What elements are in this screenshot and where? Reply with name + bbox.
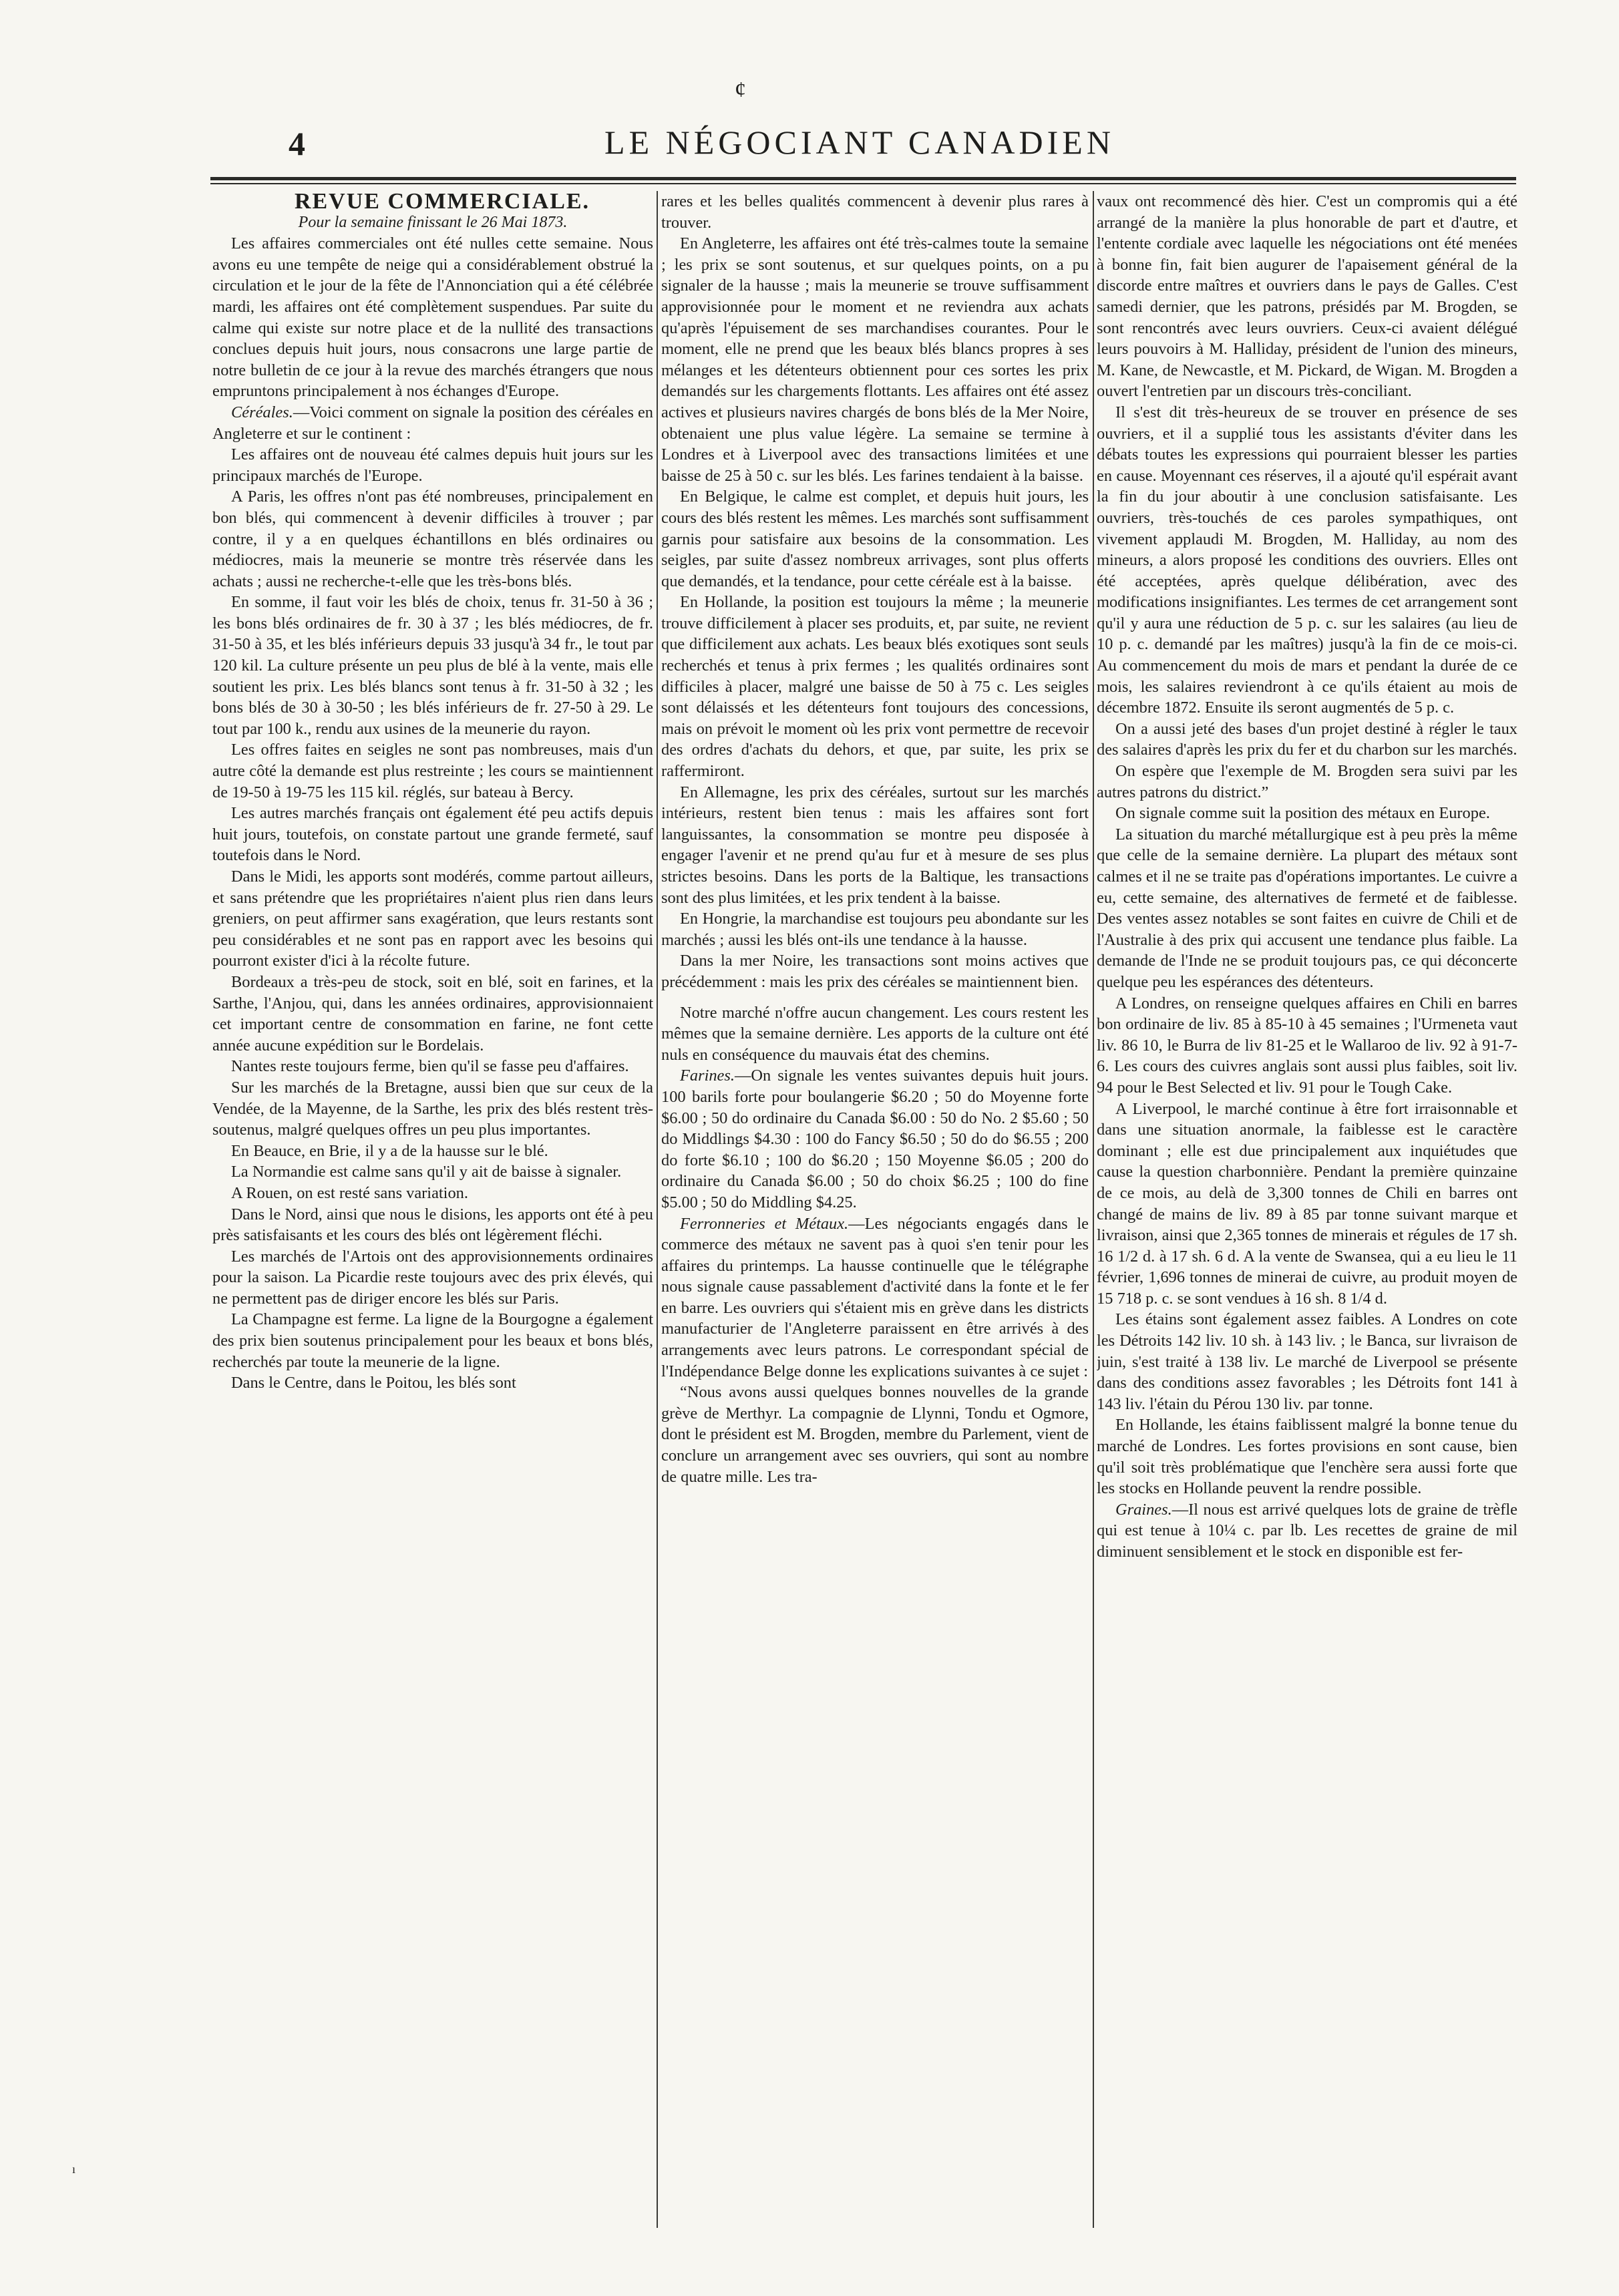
paragraph: Notre marché n'offre aucun changement. Les cours restent les mêmes que la semaine dernière. Les apports de la culture ont été nuls en conséquence du mauvais état des chemins. [661, 1003, 1089, 1064]
column-divider [657, 191, 658, 2228]
paragraph: En Hollande, la position est toujours la même ; la meunerie trouve difficilement à placer ses produits, et, par suite, ne revient que difficilement aux achats. Les beaux blés exotiques sont seuls recherchés et tenus à prix fermes ; les qualités ordinaires sont difficiles à placer, malgré une baisse de 50 à 75 c. Les seigles sont délaissés et les détenteurs font toujours des concessions, mais on prévoit le moment où les prix vont permettre de recevoir des ordres d'achats du dehors, et que, par suite, les prix se raffermiront. [661, 593, 1089, 781]
header-rule [210, 177, 1516, 180]
paragraph: Les affaires commerciales ont été nulles cette semaine. Nous avons eu une tempête de neige qui a considérablement obstrué la circulation et le jour de la fête de l'Annonciation qui a été célébrée mardi, les affaires ont été complètement suspendues. Par suite du calme qui existe sur notre place et de la nullité des transactions conclues depuis huit jours, nous consacrons une large partie de notre bulletin de ce jour à la revue des marchés étrangers que nous empruntons principalement à nos échanges d'Europe. [212, 234, 653, 401]
paragraph: “Nous avons aussi quelques bonnes nouvelles de la grande grève de Merthyr. La compagnie de Llynni, Tondu et Ogmore, dont le président est M. Brogden, membre du Parlement, vient de conclure un arrangement avec ses ouvriers, qui sont au nombre de quatre mille. Les tra- [661, 1383, 1089, 1486]
paragraph: A Londres, on renseigne quelques affaires en Chili en barres bon ordinaire de liv. 85 à 85-10 à 45 semaines ; l'Urmeneta vaut liv. 86 10, le Burra de liv 81-25 et le Wallaroo de liv. 92 à 91-7-6. Les cours des cuivres anglais sont aussi plus faibles, soit liv. 94 pour le Best Selected et liv. 91 pour le Tough Cake. [1097, 994, 1517, 1097]
paragraph: Ferronneries et Métaux.—Les négociants engagés dans le commerce des métaux ne savent pas à quoi s'en tenir pour les affaires du printemps. La hausse continuelle que le télégraphe nous signale cause passablement d'activité dans la fonte et le fer en barre. Les ouvriers qui s'étaient mis en grève dans les districts manufacturier de l'Angleterre paraissent en être arrivés à des arrangements avec leurs patrons. Le correspondant spécial de l'Indépendance Belge donne les explications suivantes à ce sujet : [661, 1214, 1089, 1380]
paragraph: En Hongrie, la marchandise est toujours peu abondante sur les marchés ; aussi les blés ont-ils une tendance à la hausse. [661, 910, 1089, 949]
column-3 [1097, 191, 1517, 2235]
column-divider [1093, 191, 1094, 2228]
header-ornament: ¢ [735, 77, 746, 102]
newspaper-title: LE NÉGOCIANT CANADIEN [604, 124, 1115, 161]
paragraph: On a aussi jeté des bases d'un projet destiné à régler le taux des salaires d'après les prix du fer et du charbon sur les marchés. [1097, 719, 1517, 759]
section-title: REVUE COMMERCIALE. [294, 191, 590, 214]
margin-mark: ı [72, 2162, 76, 2176]
column-1 [212, 191, 653, 2235]
paragraph: En Belgique, le calme est complet, et depuis huit jours, les cours des blés restent les mêmes. Les marchés sont suffisamment garnis pour satisfaire aux besoins de la consommation. Les seigles, par suite d'assez nombreux arrivages, sont plus offerts que demandés, et la tendance, pour cette céréale est à la baisse. [661, 488, 1089, 590]
paragraph: Dans le Centre, dans le Poitou, les blés sont [231, 1374, 516, 1392]
paragraph: A Liverpool, le marché continue à être fort irraisonnable et dans une situation anormale, la faiblesse est le caractère dominant ; elle est due principalement aux inquiétudes que cause la question charbonnière. Pendant la première quinzaine de ce mois, au delà de 3,300 tonnes de Chili en barres ont changé de mains de liv. 89 à 85 par tonne suivant marque et livraison, ainsi que 2,365 tonnes de minerais et régules de 17 sh. 16 1/2 d. à 17 sh. 6 d. A la vente de Swansea, qui a eu lieu le 11 février, 1,696 tonnes de minerai de cuivre, au produit moyen de 15 718 p. c. se sont vendues à 16 sh. 8 1/4 d. [1097, 1099, 1517, 1308]
subsection-label: Graines. [1115, 1500, 1172, 1519]
paragraph: Sur les marchés de la Bretagne, aussi bien que sur ceux de la Vendée, de la Mayenne, de la Sarthe, les prix des blés restent très-soutenus, malgré quelques offres un peu plus importantes. [212, 1078, 653, 1139]
header-rule-thin [210, 183, 1516, 184]
paragraph: La Champagne est ferme. La ligne de la Bourgogne a également des prix bien soutenus principalement pour les beaux et bons blés, recherchés par toute la meunerie de la ligne. [212, 1310, 653, 1371]
subsection-label: Ferronneries et Métaux. [680, 1214, 849, 1233]
paragraph: Dans le Nord, ainsi que nous le disions, les apports ont été à peu près satisfaisants et les cours des blés ont légèrement fléchi. [212, 1205, 653, 1245]
subsection-label: Farines. [680, 1067, 735, 1085]
paragraph: Les étains sont également assez faibles. A Londres on cote les Détroits 142 liv. 10 sh. à 143 liv. ; le Banca, sur livraison de juin, s'est traité à 138 liv. Le marché de Liverpool se présente dans des conditions assez favorables ; les Détroits font 141 à 143 liv. l'étain du Pérou 130 liv. par tonne. [1097, 1310, 1517, 1413]
paragraph: Les affaires ont de nouveau été calmes depuis huit jours sur les principaux marchés de l'Europe. [212, 445, 653, 485]
paragraph: En Allemagne, les prix des céréales, surtout sur les marchés intérieurs, restent bien tenus : mais les affaires sont fort languissantes, la consommation se montre peu disposée à engager l'avenir et ne prend qu'au fur et à mesure de ses plus strictes besoins. Dans les ports de la Baltique, les transactions sont des plus limitées, et les prix tendent à la baisse. [661, 783, 1089, 907]
paragraph: Farines.—On signale les ventes suivantes depuis huit jours. 100 barils forte pour boulangerie $6.20 ; 50 do Moyenne forte $6.00 ; 50 do ordinaire du Canada $6.00 : 50 do No. 2 $5.60 ; 50 do Middlings $4.30 : 100 do Fancy $6.50 ; 50 do do $6.55 ; 200 do forte $6.10 ; 100 do $6.20 ; 150 Moyenne $6.05 ; 200 do ordinaire du Canada $6.00 ; 50 do choix $6.25 ; 100 do fine $5.00 ; 50 do Middling $4.25. [661, 1067, 1089, 1211]
paragraph: Les marchés de l'Artois ont des approvisionnements ordinaires pour la saison. La Picardie reste toujours avec des prix élevés, qui ne permettent pas de diriger encore les blés sur Paris. [212, 1247, 653, 1308]
paragraph: Bordeaux a très-peu de stock, soit en blé, soit en farines, et la Sarthe, l'Anjou, qui, dans les années ordinaires, approvisionnaient cet important centre de consommation en farine, ne font cette année aucune expédition sur le Bordelais. [212, 972, 653, 1055]
page-number: 4 [289, 125, 305, 162]
paragraph: En Hollande, les étains faiblissent malgré la bonne tenue du marché de Londres. Les fortes provisions en sont cause, bien qu'il soit très problématique que l'enchère sera aussi forte que les stocks en Hollande peuvent la rendre possible. [1097, 1416, 1517, 1498]
subsection-label: Céréales. [231, 403, 293, 421]
section-dateline: Pour la semaine finissant le 26 Mai 1873. [298, 213, 568, 231]
paragraph: En Angleterre, les affaires ont été très-calmes toute la semaine ; les prix se sont soutenus, et sur quelques points, on a pu signaler de la hausse ; mais la meunerie se trouve suffisamment approvisionnée pour le moment et ne reviendra aux achats qu'après l'épuisement de ses marchandises courantes. Pour le moment, elle ne prend que les beaux blés blancs propres à ses mélanges et les détenteurs obtiennent pour ces sortes les prix demandés sur les chargements flottants. Les affaires ont été assez actives et plusieurs navires chargés de bons blés de la Mer Noire, obtenaient une plus value légère. La semaine se termine à Londres et à Liverpool avec des transactions limitées et une baisse de 25 à 50 c. sur les blés. Les farines tendaient à la baisse. [661, 234, 1089, 485]
paragraph: On espère que l'exemple de M. Brogden sera suivi par les autres patrons du district.” [1097, 762, 1517, 801]
paragraph: Dans la mer Noire, les transactions sont moins actives que précédemment : mais les prix des céréales se maintiennent bien. [661, 952, 1089, 991]
paragraph: rares et les belles qualités commencent à devenir plus rares à trouver. [661, 192, 1089, 232]
paragraph: Nantes reste toujours ferme, bien qu'il se fasse peu d'affaires. [231, 1057, 629, 1076]
paragraph: Graines.—Il nous est arrivé quelques lots de graine de trèfle qui est tenue à 10¼ c. par lb. Les recettes de graine de mil diminuent sensiblement et le stock en disponible est fer- [1097, 1500, 1517, 1561]
paragraph: vaux ont recommencé dès hier. C'est un compromis qui a été arrangé de la manière la plus honorable de part et d'autre, et l'entente cordiale avec laquelle les négociations ont été menées à bonne fin, fait bien augurer de l'apaisement général de la discorde entre maîtres et ouvriers dans le pays de Galles. C'est samedi dernier, que les patrons, présidés par M. Brogden, se sont rencontrés avec leurs ouvriers. Ceux-ci avaient délégué leurs pouvoirs à M. Halliday, président de l'union des mineurs, M. Kane, de Newcastle, et M. Pickard, de Wigan. M. Brogden a ouvert l'entretien par un discours très-conciliant. [1097, 192, 1517, 401]
paragraph: A Rouen, on est resté sans variation. [231, 1183, 468, 1202]
paragraph: Les offres faites en seigles ne sont pas nombreuses, mais d'un autre côté la demande est plus restreinte ; les cours se maintiennent de 19-50 à 19-75 les 115 kil. réglés, sur bateau à Bercy. [212, 741, 653, 801]
paragraph: Les autres marchés français ont également été peu actifs depuis huit jours, toutefois, on constate partout une grande fermeté, sauf toutefois dans le Nord. [212, 804, 653, 865]
column-2 [661, 191, 1089, 2235]
paragraph: A Paris, les offres n'ont pas été nombreuses, principalement en bon blés, qui commencent à devenir difficiles à trouver ; par contre, il y a en quelques échantillons en blés ordinaires ou médiocres, mais la meunerie se montre très réservée dans les achats ; aussi ne recherche-t-elle que les très-bons blés. [212, 488, 653, 590]
paragraph: En somme, il faut voir les blés de choix, tenus fr. 31-50 à 36 ; les bons blés ordinaires de fr. 30 à 37 ; les blés médiocres, de fr. 31-50 à 35, et les blés inférieurs depuis 33 jusqu'à 34 fr., le tout par 120 kil. La culture présente un peu plus de blé à la vente, mais elle soutient les prix. Les blés blancs sont tenus à fr. 31-50 à 32 ; les bons blés de 30 à 30-50 ; les blés inférieurs de fr. 27-50 à 29. Le tout par 100 k., rendu aux usines de la meunerie du rayon. [212, 593, 653, 738]
page-header [0, 0, 1619, 184]
paragraph: La situation du marché métallurgique est à peu près la même que celle de la semaine dernière. La plupart des métaux sont calmes et il ne se traite pas d'opérations importantes. Le cuivre a eu, cette semaine, des alternatives de fermeté et de faiblesse. Des ventes assez notables se sont faites en cuivre de Chili et de l'Australie à des prix qui accusent une tendance plus faible. La demande de l'Inde ne se produit toujours pas, ce qui déconcerte quelque peu les espérances des détenteurs. [1097, 825, 1517, 991]
paragraph: Dans le Midi, les apports sont modérés, comme partout ailleurs, et sans prétendre que les propriétaires n'aient plus rien dans leurs greniers, on peut affirmer sans exagération, que leurs restants sont peu considérables et ne sont pas en rapport avec les besoins qui pourront exister d'ici à la récolte future. [212, 868, 653, 970]
paragraph: La Normandie est calme sans qu'il y ait de baisse à signaler. [231, 1163, 622, 1181]
paragraph: On signale comme suit la position des métaux en Europe. [1115, 804, 1490, 823]
paragraph: En Beauce, en Brie, il y a de la hausse sur le blé. [231, 1141, 548, 1160]
paragraph: Il s'est dit très-heureux de se trouver en présence de ses ouvriers, et il a supplié tous les assistants d'éviter dans les débats toutes les expressions qui pourraient blesser les parties en cause. Moyennant ces réserves, il a ajouté qu'il espérait avant la fin du jour aboutir à une conclusion satisfaisante. Les ouvriers, très-touchés de ces paroles sympathiques, ont vivement applaudi M. Brogden, M. Halliday, au nom des mineurs, a alors proposé les conditions des ouvriers. Elles ont été acceptées, après quelque délibération, avec des modifications insignifiantes. Les termes de cet arrangement sont qu'il y aura une réduction de 5 p. c. sur les salaires (au lieu de 10 p. c. demandé par les maîtres) jusqu'à la fin de ce mois-ci. Au commencement du mois de mars et pendant la durée de ce mois, les salaires reviendront à ce qu'ils étaient au mois de décembre 1872. Ensuite ils seront augmentés de 5 p. c. [1097, 403, 1517, 717]
paragraph: Céréales.—Voici comment on signale la position des céréales en Angleterre et sur le continent : [212, 403, 653, 443]
